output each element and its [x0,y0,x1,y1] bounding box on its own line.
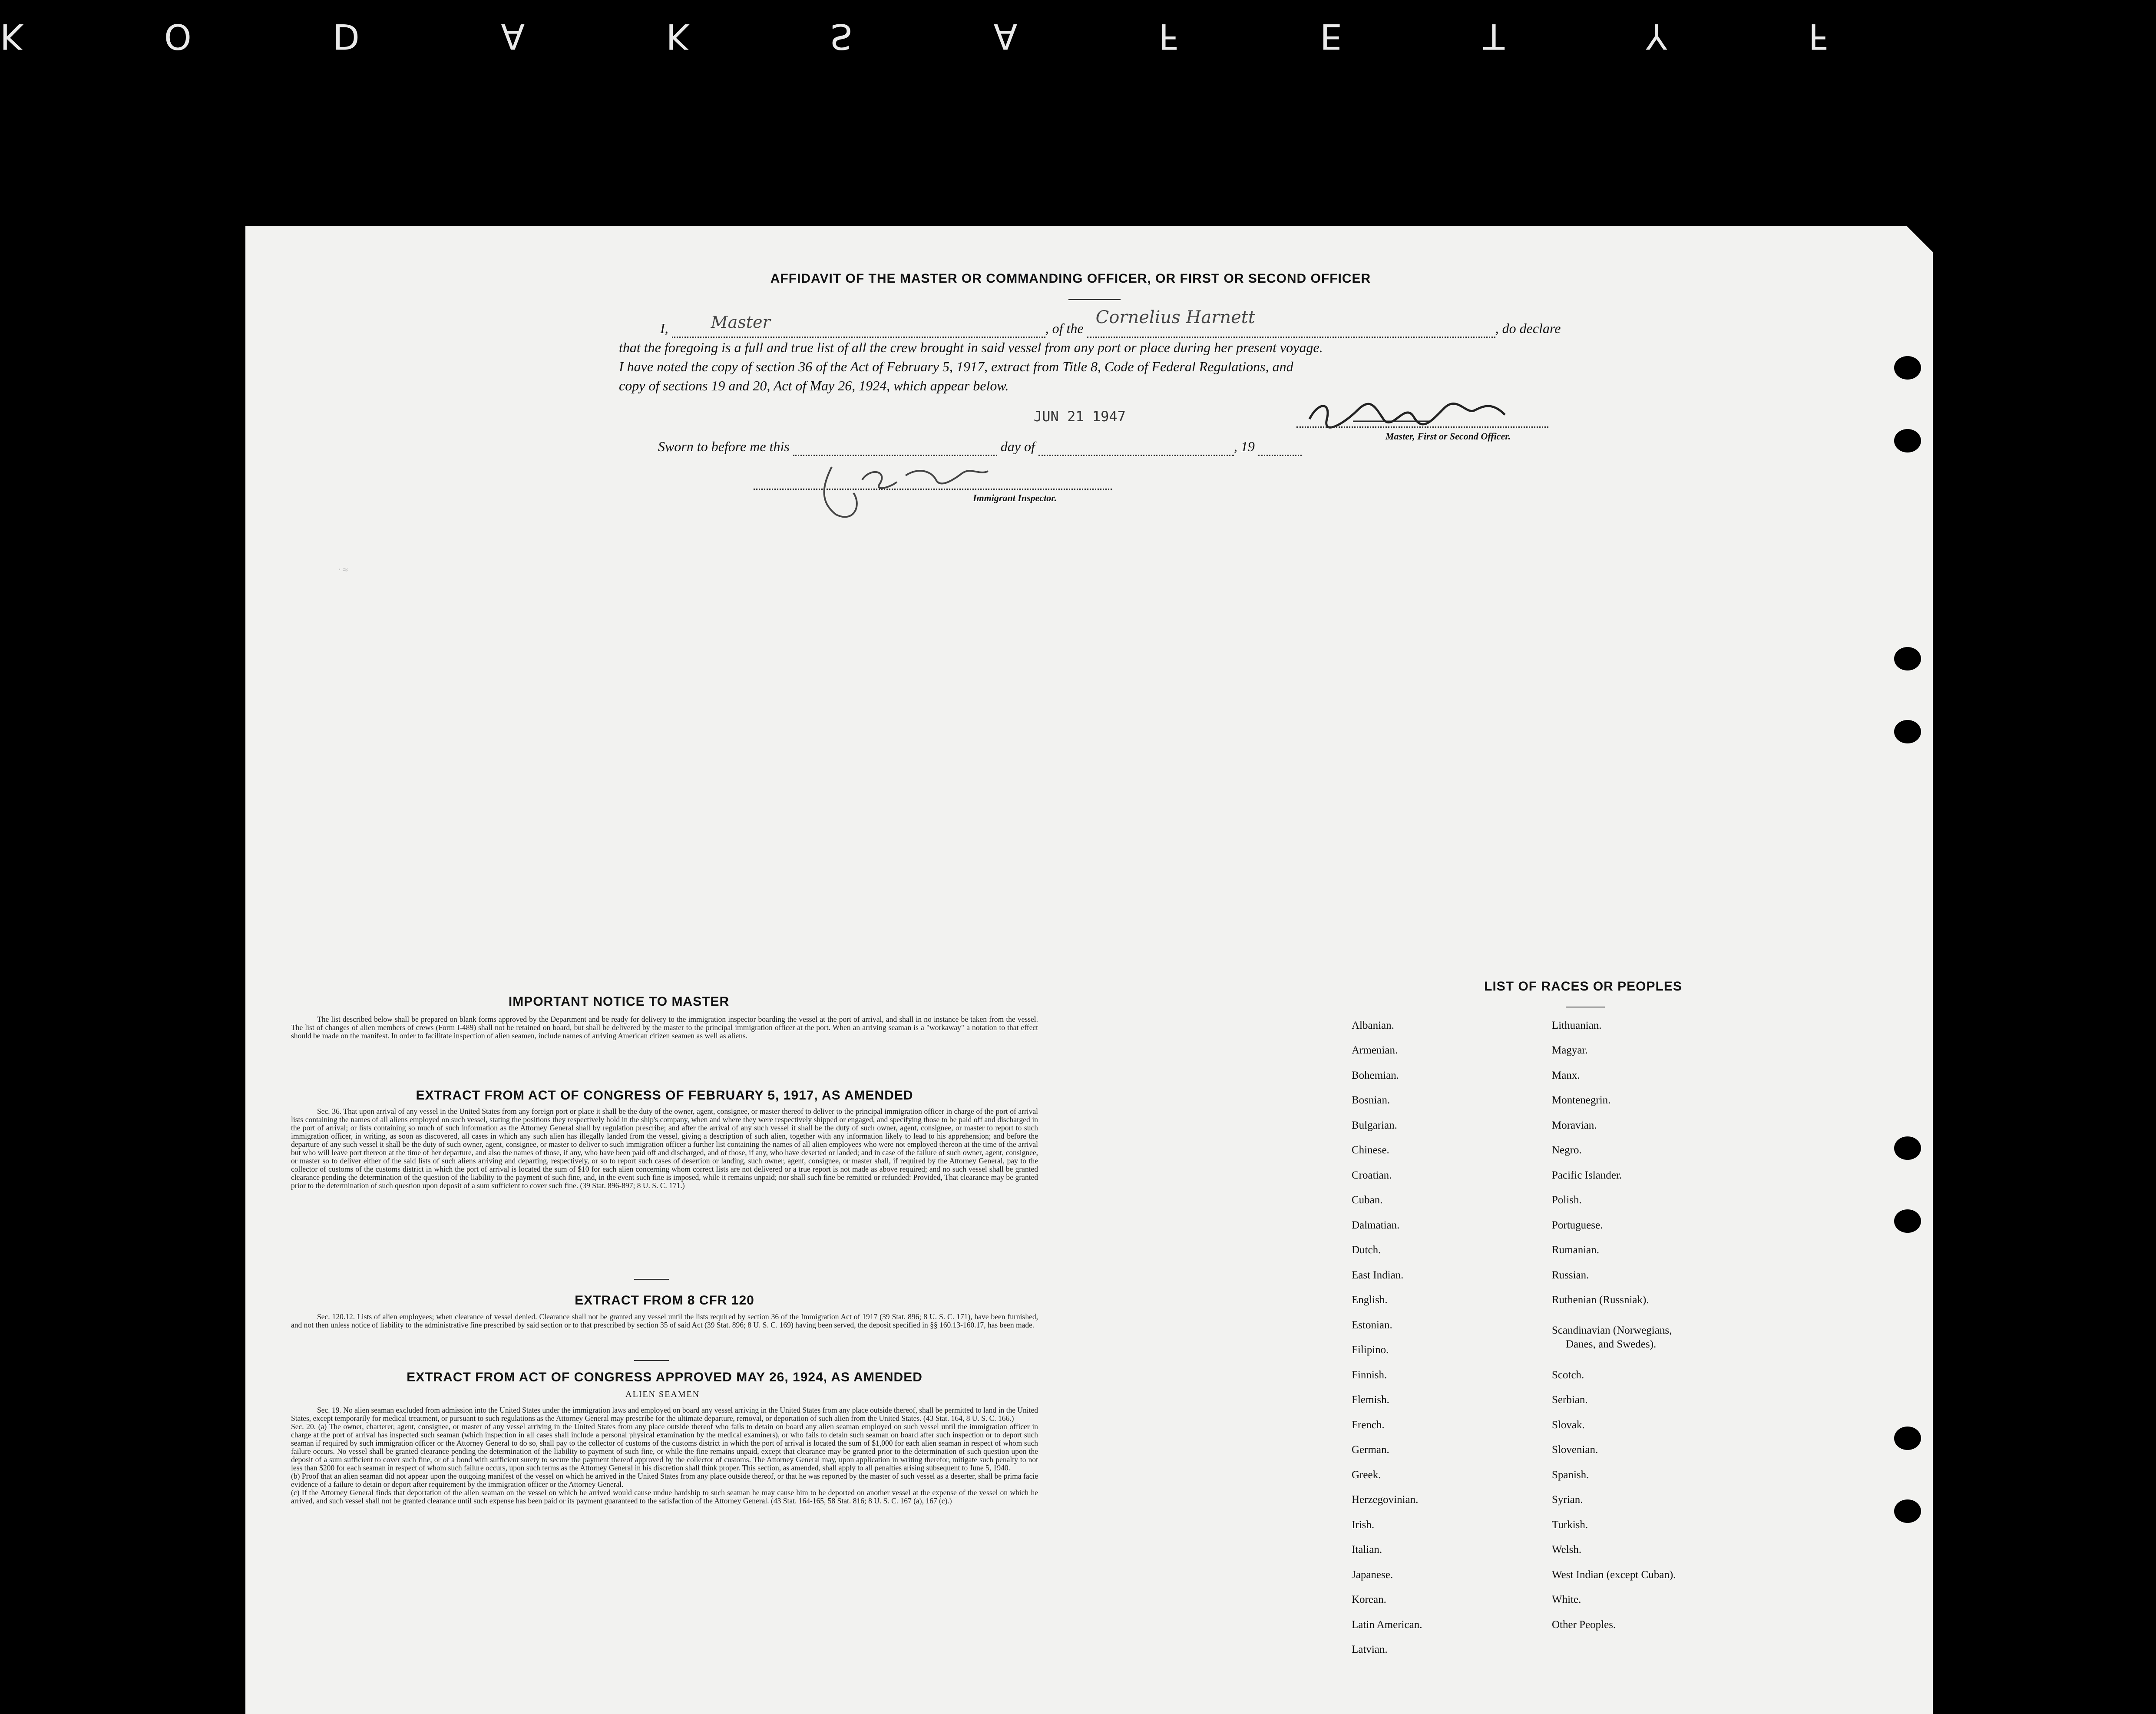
race-left: Korean. [1352,1594,1386,1605]
race-right: Spanish. [1552,1469,1589,1481]
race-left: Estonian. [1352,1319,1392,1331]
extract-1917-text: Sec. 36. That upon arrival of any vessel in the United States from any foreign port or place it shall be the duty of the owner, agent, consignee, or master thereof to deliver to the principal immigration officer in charge of the port of arrival lists containing the names of all aliens employed on such vessel, stating the positions they respectively hold in the ship's company, when and where they were respectively shipped or engaged, and specifying those to be paid off and discharged in the port of arrival; or lists containing so much of such information as the Attorney General shall by regulation prescribe; and after the arrival of any such vessel it shall be the duty of such owner, agent, consignee, or master to report to such immigration officer, in writing, as soon as discovered, all cases in which any such alien has illegally landed from the vessel, giving a description of such alien, together with any information likely to lead to his apprehension; and before the departure of any such vessel it shall be the duty of such owner, agent, consignee, or master to deliver to such immigration officer a further list containing the names of all alien employees who were not employed thereon at the time of the arrival but who will leave port thereon at the time of her departure, and also the names of those, if any, who have been paid off and discharged, and of those, if any, who have deserted or landed; and in case of the failure of such owner, agent, consignee, or master so to deliver either of the said lists of such aliens arriving and departing, respectively, or so to report such cases of desertion or landing, such owner, agent, consignee, or master shall, if required by the Attorney General, pay to the collector of customs of the customs district in which the port of arrival is located the sum of $10 for each alien concerning whom correct lists are not delivered or a true report is not made as above required; and no such vessel shall be granted clearance pending the determination of the question of the liability to the payment of such fine, and, in the event such fine is imposed, while it remains unpaid; nor shall such fine be remitted or refunded: Provided, That clearance may be granted prior to the determination of such question upon deposit of a sum sufficient to cover such fine. (39 Stat. 896-897; 8 U. S. C. 171.) [291,1107,1038,1190]
race-left: Bohemian. [1352,1070,1399,1081]
race-left: Croatian. [1352,1169,1392,1181]
race-right: Lithuanian. [1552,1020,1602,1031]
race-left: German. [1352,1444,1389,1456]
race-right: Syrian. [1552,1494,1583,1506]
race-left: Cuban. [1352,1194,1383,1206]
sworn-day-label: day of [1000,439,1035,454]
race-left: Dalmatian. [1352,1219,1400,1231]
race-left: Italian. [1352,1544,1382,1555]
inspector-signature [806,458,1023,523]
handwritten-master: Master [711,313,770,332]
race-left: Finnish. [1352,1369,1387,1381]
notice-title: IMPORTANT NOTICE TO MASTER [508,994,730,1009]
film-edge-marking: K O D A K S A F E T Y F [0,16,1894,56]
race-left: Herzegovinian. [1352,1494,1419,1506]
extract-cfr-title: EXTRACT FROM 8 CFR 120 [575,1293,754,1308]
affidavit-title: AFFIDAVIT OF THE MASTER OR COMMANDING OFFICER, OR FIRST OR SECOND OFFICER [770,271,1371,286]
affidavit-line-4: copy of sections 19 and 20, Act of May 26, 1924, which appear below. [619,378,1009,393]
race-right: Slovak. [1552,1419,1585,1431]
race-right: West Indian (except Cuban). [1552,1569,1676,1581]
race-right: Manx. [1552,1070,1580,1081]
race-right: Scandinavian (Norwegians, [1552,1324,1672,1336]
extract-1924-text: Sec. 19. No alien seaman excluded from admission into the United States under the immigration laws and employed on board any vessel arriving in the United States from any place outside thereof, shall be permitted to land in the United States, except temporarily for medical treatment, or pursuant to such regulations as the Attorney General may prescribe for the ultimate departure, removal, or deportation of such alien from the United States. (43 Stat. 164, 8 U. S. C. 166.) Sec. 20. (a) The owner, charterer, agent, consignee, or master of any vessel arriving in the United States from any place outside thereof who fails to detain on board any alien seaman employed on such vessel until the immigration officer in charge at the port of arrival has inspected such seaman (which inspection in all cases shall include a personal physical examination by the medical examiners), or who fails to detain such seaman on board after such inspection or to deport such seaman if required by such immigration officer or the Attorney General to do so, shall pay to the collector of customs of the customs district in which the port of arrival is located the sum of $1,000 for each alien seaman in respect of whom such failure occurs. No vessel shall be granted clearance pending the determination of the liability to payment of such fine, or while the fine remains unpaid, except that clearance may be granted prior to the determination of such question upon the deposit of a sum sufficient to cover such fine, or of a bond with sufficient surety to secure the payment thereof approved by the collector of customs. The Attorney General may, upon application in writing therefor, mitigate such penalty to not less than $200 for each seaman in respect of whom such failure occurs, upon such terms as the Attorney General in his discretion shall think proper. This section, as amended, shall apply to all penalties arising subsequent to June 5, 1940. (b) Proof that an alien seaman did not appear upon the outgoing manifest of the vessel on which he arrived in the United States from any place outside thereof, or that he was reported by the master of such vessel as a deserter, shall be prima facie evidence of a failure to detain or deport after requirement by the immigration officer or the Attorney General. (c) If the Attorney General finds that deportation of the alien seaman on the vessel on which he arrived would cause undue hardship to such seaman he may cause him to be deported on another vessel at the expense of the vessel on which he arrived, and such vessel shall not be granted clearance until such expense has been paid or its payment guaranteed to the satisfaction of the Attorney General. (43 Stat. 164-165, 58 Stat. 816; 8 U. S. C. 167 (a), 167 (c).) [291,1406,1038,1505]
extract-1924-title: EXTRACT FROM ACT OF CONGRESS APPROVED MAY 26, 1924, AS AMENDED [407,1370,923,1384]
affidavit-line-3: I have noted the copy of section 36 of the Act of February 5, 1917, extract from Title 8, Code of Federal Regulations, and [619,359,1293,374]
race-left: English. [1352,1294,1388,1306]
inspector-signature-line [754,489,1112,490]
punch-hole [1894,1209,1921,1233]
affidavit-line-1 [660,307,1561,338]
sworn-year-field[interactable] [1258,439,1302,456]
sworn-line [658,439,1302,456]
date-stamp: JUN 21 1947 [1034,408,1126,425]
race-left: Greek. [1352,1469,1381,1481]
punch-hole [1894,720,1921,743]
race-left: Armenian. [1352,1044,1398,1056]
master-label: Master, First or Second Officer. [1386,431,1511,442]
vessel-name-field[interactable] [1087,307,1495,338]
sworn-day-field[interactable] [793,439,997,456]
race-left: Latvian. [1352,1644,1388,1655]
label-declare: , do declare [1495,320,1561,336]
race-right: Portuguese. [1552,1219,1603,1231]
race-left: Japanese. [1352,1569,1393,1581]
race-right: Polish. [1552,1194,1582,1206]
extract-1917-title: EXTRACT FROM ACT OF CONGRESS OF FEBRUARY 5, 1917, AS AMENDED [416,1088,913,1103]
alien-seamen-subtitle: ALIEN SEAMEN [625,1390,700,1399]
race-right: White. [1552,1594,1581,1605]
punch-hole [1894,647,1921,670]
race-right: Other Peoples. [1552,1619,1616,1631]
punch-hole [1894,1427,1921,1450]
race-right: Serbian. [1552,1394,1588,1406]
race-left: Filipino. [1352,1344,1389,1356]
master-signature-line [1296,426,1548,428]
notice-text: The list described below shall be prepared on blank forms approved by the Department and be ready for delivery to the immigration inspector boarding the vessel at the port of arrival, and shall in no instance be taken from the vessel. The list of changes of alien members of crews (Form I-489) shall not be retained on board, but shall be delivered by the master to the principal immigration officer at the port. When an arriving seaman is a "workaway" a notation to that effect should be made on the manifest. In order to facilitate inspection of alien seamen, include names of arriving American citizen seamen as well as aliens. [291,1015,1038,1040]
race-right: Rumanian. [1552,1244,1600,1256]
race-left: Bulgarian. [1352,1120,1397,1131]
race-right: Slovenian. [1552,1444,1598,1456]
bleed-through-mark: ·≈ [337,565,348,575]
races-title: LIST OF RACES OR PEOPLES [1484,979,1682,994]
sworn-prefix: Sworn to before me this [658,439,790,454]
master-name-field[interactable] [672,313,1045,338]
punch-hole [1894,1499,1921,1523]
punch-hole [1894,1136,1921,1160]
race-right: Turkish. [1552,1519,1588,1531]
race-left: Bosnian. [1352,1094,1390,1106]
race-right: Moravian. [1552,1120,1597,1131]
divider [634,1360,669,1361]
race-right: Negro. [1552,1144,1582,1156]
document-sheet [245,226,1933,1714]
race-left: Dutch. [1352,1244,1381,1256]
divider [634,1279,669,1280]
sworn-year-label: , 19 [1233,439,1255,454]
race-right: Scotch. [1552,1369,1584,1381]
race-left: Albanian. [1352,1020,1394,1031]
race-right: Magyar. [1552,1044,1588,1056]
handwritten-vessel: Cornelius Harnett [1095,307,1255,327]
race-right: Ruthenian (Russniak). [1552,1294,1649,1306]
race-right: Welsh. [1552,1544,1582,1555]
race-left: Chinese. [1352,1144,1389,1156]
race-right: Montenegrin. [1552,1094,1611,1106]
race-left: East Indian. [1352,1269,1404,1281]
race-left: Flemish. [1352,1394,1389,1406]
sworn-month-field[interactable] [1038,439,1234,456]
affidavit-line-2: that the foregoing is a full and true list of all the crew brought in said vessel from any port or place during her present voyage. [619,340,1323,355]
race-right: Pacific Islander. [1552,1169,1622,1181]
label-of-the: , of the [1045,320,1084,336]
race-right: Russian. [1552,1269,1589,1281]
folded-corner [1907,226,1933,252]
punch-hole [1894,429,1921,452]
divider [1068,299,1121,300]
race-left: Latin American. [1352,1619,1422,1631]
punch-hole [1894,356,1921,380]
inspector-label: Immigrant Inspector. [973,492,1057,503]
extract-cfr-text: Sec. 120.12. Lists of alien employees; when clearance of vessel denied. Clearance shall not be granted any vessel until the lists required by section 36 of the Immigration Act of 1917 (39 Stat. 896; 8 U. S. C. 171), have been furnished, and not then unless notice of liability to the administrative fine prescribed by said section or to that prescribed by section 35 of said Act (39 Stat. 896; 8 U. S. C. 169) having been served, the deposit specified in §§ 160.13-160.17, has been made. [291,1312,1038,1329]
race-right: Danes, and Swedes). [1566,1338,1657,1350]
race-left: Irish. [1352,1519,1375,1531]
label-i: I, [660,320,668,336]
race-left: French. [1352,1419,1385,1431]
